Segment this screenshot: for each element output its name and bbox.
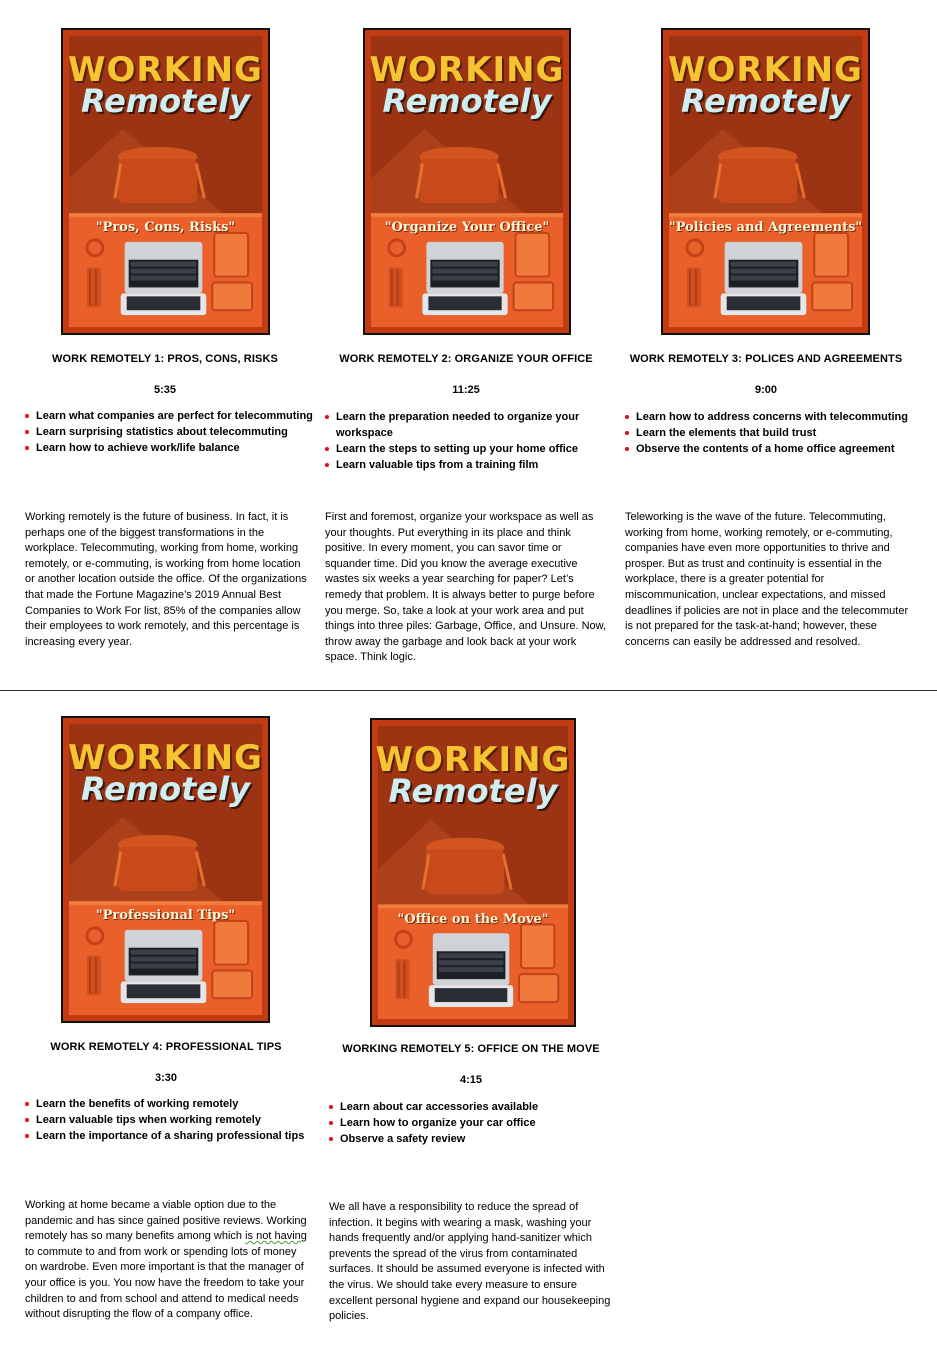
course-duration: 11:25 [452, 384, 480, 396]
bullet-item: Learn the benefits of working remotely [25, 1096, 320, 1112]
bullet-item: Learn the importance of a sharing professional tips [25, 1128, 320, 1144]
bullet-dot-icon [329, 1137, 333, 1141]
course-description: Working at home became a viable option due to the pandemic and has since gained positive reviews. Working remotely has so many benefits among which is not having to commute to and from work or spending lots of money on wardrobe. Even more important is that the manager of your office is you. You now have the freedom to take your children to and from school and attend to medical needs without disrupting the flow of a company office. [25, 1199, 307, 1321]
course-duration: 4:15 [459, 1074, 483, 1086]
course-description: We all have a responsibility to reduce the spread of infection. It begins with wearing a mask, washing your hands frequently and/or applying hand-sanitizer which prevents the spread of the virus from contaminated surfaces. It should be assumed everyone is infected with the virus. We should take every measure to ensure excellent personal hygiene and expand our housekeeping policies. [329, 1201, 611, 1323]
cover-script-title: Remotely [81, 82, 250, 120]
cover-subtitle: "Pros, Cons, Risks" [95, 220, 236, 235]
bullet-item: Learn how to address concerns with telecommuting [625, 409, 915, 425]
course-cover-image[interactable] [363, 28, 571, 335]
course-cover-image[interactable] [61, 716, 270, 1023]
course-heading: WORK REMOTELY 4: PROFESSIONAL TIPS [50, 1041, 282, 1053]
course-bullets [25, 1096, 320, 1144]
bullet-dot-icon [325, 463, 329, 467]
course-cover-image[interactable] [61, 28, 270, 335]
bullet-dot-icon [325, 415, 329, 419]
course-bullets [25, 408, 315, 456]
cover-script-title: Remotely [382, 82, 552, 120]
bullet-dot-icon [625, 415, 629, 419]
cover-title: WORKING [68, 738, 263, 778]
course-heading: WORK REMOTELY 2: ORGANIZE YOUR OFFICE [339, 353, 593, 365]
cover-title: WORKING [369, 50, 565, 90]
cover-script-title: Remotely [388, 772, 558, 810]
bullet-item: Learn about car accessories available [329, 1099, 619, 1115]
cover-subtitle: "Office on the Move" [397, 912, 549, 927]
bullet-dot-icon [25, 414, 29, 418]
cover-title: WORKING [375, 740, 571, 780]
bullet-item: Learn the preparation needed to organize your workspace [325, 409, 610, 441]
course-cover-image[interactable] [661, 28, 870, 335]
bullet-dot-icon [625, 447, 629, 451]
course-heading: WORK REMOTELY 1: PROS, CONS, RISKS [52, 353, 278, 365]
bullet-item: Observe the contents of a home office agreement [625, 441, 915, 457]
cover-subtitle: "Policies and Agreements" [668, 220, 863, 235]
course-heading: WORK REMOTELY 3: POLICES AND AGREEMENTS [629, 353, 903, 365]
bullet-dot-icon [25, 1102, 29, 1106]
bullet-dot-icon [25, 430, 29, 434]
bullet-item: Learn how to achieve work/life balance [25, 440, 315, 456]
bullet-dot-icon [329, 1121, 333, 1125]
course-duration: 5:35 [153, 384, 177, 396]
cover-title: WORKING [668, 50, 863, 90]
bullet-item: Learn surprising statistics about telecommuting [25, 424, 315, 440]
bullet-dot-icon [25, 1118, 29, 1122]
bullet-dot-icon [625, 431, 629, 435]
cover-script-title: Remotely [681, 82, 850, 120]
bullet-item: Learn the steps to setting up your home office [325, 441, 610, 457]
course-description: Teleworking is the wave of the future. Telecommuting, working from home, working remotely, or e-commuting, companies have even more opportunities to thrive and prosper. But as trust and continuity is essential in the workplace, there is a greater potential for miscommunication, unclear expectations, and missed deadlines if policies are not in place and the telecommuter is not prepared for the task-at-hand; however, these concerns can easily be addressed and resolved. [625, 511, 909, 648]
spellcheck-underline[interactable]: is not having [245, 1230, 307, 1243]
course-cover-image[interactable] [370, 718, 576, 1027]
cover-subtitle: "Professional Tips" [95, 908, 236, 923]
course-description: First and foremost, organize your workspace as well as your thoughts. Put everything in its place and think positive. In every moment, you can savor time or squander time. Did you know the average executive wastes six weeks a year searching for paper? Let’s remedy that problem. It is always better to purge before you merge. So, take a look at your work area and put things into three piles: Garbage, Office, and Unsure. Now, throw away the garbage and look back at your work space. Think logic. [325, 511, 607, 664]
course-duration: 3:30 [154, 1072, 178, 1084]
cover-script-title: Remotely [81, 770, 250, 808]
course-bullets [625, 409, 915, 457]
bullet-dot-icon [25, 1134, 29, 1138]
bullet-dot-icon [25, 446, 29, 450]
course-heading: WORKING REMOTELY 5: OFFICE ON THE MOVE [342, 1043, 600, 1055]
cover-subtitle: "Organize Your Office" [384, 220, 550, 235]
course-description: Working remotely is the future of business. In fact, it is perhaps one of the biggest transformations in the workplace. Telecommuting, working from home, working remotely, or e-commuting, is working from home location or another location outside the office. Of the organizations that made the Fortune Magazine’s 2019 Annual Best Companies to Work For list, 85% of the companies allow their employees to work remotely, and this percentage is increasing every year. [25, 511, 307, 648]
bullet-dot-icon [329, 1105, 333, 1109]
bullet-item: Observe a safety review [329, 1131, 619, 1147]
bullet-item: Learn how to organize your car office [329, 1115, 619, 1131]
bullet-dot-icon [325, 447, 329, 451]
cover-title: WORKING [68, 50, 263, 90]
bullet-item: Learn what companies are perfect for telecommuting [25, 408, 315, 424]
bullet-item: Learn the elements that build trust [625, 425, 915, 441]
bullet-item: Learn valuable tips when working remotely [25, 1112, 320, 1128]
course-bullets [325, 409, 610, 473]
course-duration: 9:00 [754, 384, 778, 396]
bullet-item: Learn valuable tips from a training film [325, 457, 610, 473]
section-divider [0, 690, 937, 691]
course-bullets [329, 1099, 619, 1147]
